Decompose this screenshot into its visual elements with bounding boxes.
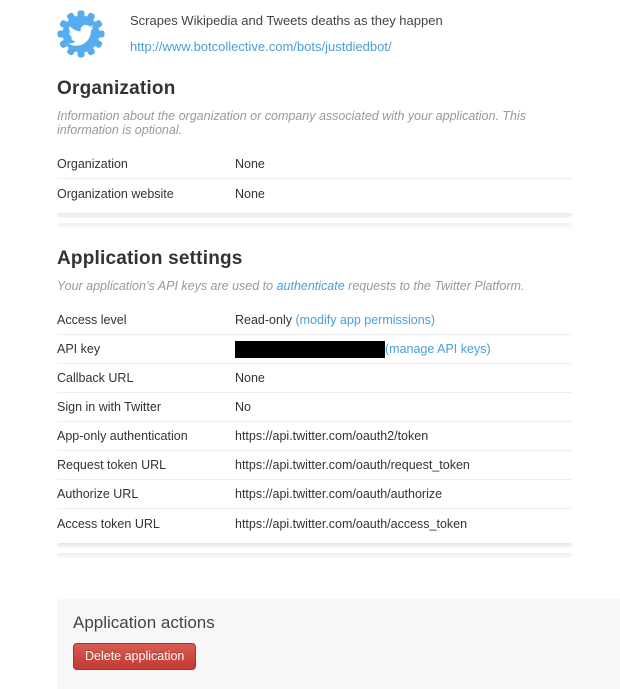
subtitle-text: Your application’s API keys are used to bbox=[57, 279, 277, 293]
row-label: API key bbox=[57, 342, 101, 356]
row-value: No bbox=[235, 400, 251, 414]
section-end-divider bbox=[57, 213, 572, 228]
row-value: None bbox=[235, 371, 265, 385]
twitter-gear-app-icon bbox=[57, 10, 105, 58]
table-row-callback-url bbox=[57, 364, 572, 393]
table-row-app-only-authentication bbox=[57, 422, 572, 451]
row-value: https://api.twitter.com/oauth/request_token bbox=[235, 458, 470, 472]
row-label: App-only authentication bbox=[57, 429, 188, 443]
redacted-api-key bbox=[235, 341, 385, 358]
row-label: Access level bbox=[57, 313, 127, 327]
row-value: None bbox=[235, 157, 265, 171]
row-value bbox=[235, 341, 491, 358]
app-header bbox=[57, 10, 572, 58]
table-row-sign-in-with-twitter bbox=[57, 393, 572, 422]
settings-section-subtitle bbox=[57, 279, 572, 293]
table-row-access-token-url bbox=[57, 509, 572, 538]
delete-application-button[interactable]: Delete application bbox=[73, 643, 196, 670]
modify-app-permissions-link[interactable]: (modify app permissions) bbox=[295, 313, 436, 327]
authenticate-link[interactable]: authenticate bbox=[276, 279, 345, 293]
app-website-link[interactable]: http://www.botcollective.com/bots/justdiedbot/ bbox=[130, 39, 392, 54]
application-actions-title: Application actions bbox=[73, 613, 215, 632]
row-value: Read-only (modify app permissions) bbox=[235, 313, 436, 327]
section-end-divider bbox=[57, 543, 572, 558]
table-row-organization bbox=[57, 150, 572, 179]
row-value: https://api.twitter.com/oauth2/token bbox=[235, 429, 429, 443]
row-label: Access token URL bbox=[57, 516, 160, 531]
row-label: Request token URL bbox=[57, 458, 167, 472]
organization-section-subtitle: Information about the organization or company associated with your application. This information is optional. bbox=[57, 109, 527, 137]
table-row-request-token-url bbox=[57, 451, 572, 480]
manage-api-keys-link[interactable]: (manage API keys) bbox=[385, 342, 491, 356]
settings-section-title: Application settings bbox=[57, 248, 243, 269]
app-header-text bbox=[130, 10, 443, 56]
table-row-access-level bbox=[57, 306, 572, 335]
row-label: Organization website bbox=[57, 186, 174, 201]
row-value: https://api.twitter.com/oauth/access_token bbox=[235, 516, 468, 531]
row-value: None bbox=[235, 186, 265, 201]
organization-table bbox=[57, 150, 572, 208]
application-actions-panel bbox=[57, 599, 620, 689]
table-row-authorize-url bbox=[57, 480, 572, 509]
table-row-api-key bbox=[57, 335, 572, 364]
row-value: https://api.twitter.com/oauth/authorize bbox=[235, 487, 443, 501]
row-label: Sign in with Twitter bbox=[57, 400, 161, 414]
organization-section-title: Organization bbox=[57, 78, 176, 99]
table-row-organization-website bbox=[57, 179, 572, 208]
app-description: Scrapes Wikipedia and Tweets deaths as they happen bbox=[130, 13, 443, 28]
row-label: Callback URL bbox=[57, 371, 134, 385]
settings-table bbox=[57, 306, 572, 538]
row-label: Authorize URL bbox=[57, 487, 139, 501]
subtitle-text: requests to the Twitter Platform. bbox=[344, 279, 525, 293]
row-label: Organization bbox=[57, 157, 128, 171]
